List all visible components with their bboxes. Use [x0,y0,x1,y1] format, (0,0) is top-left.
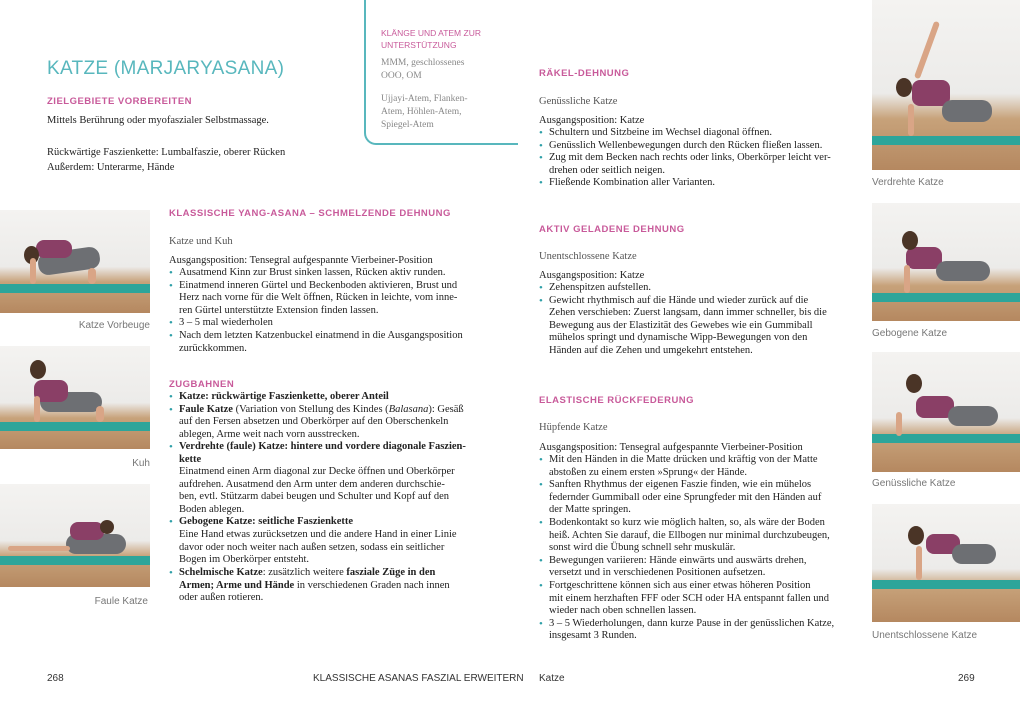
zug-b3-bold: Verdrehte (faule) Katze: hintere und vordere diagonale Faszien- kette [179,441,466,465]
photo-unentschlossene-katze [872,504,1020,622]
list-item: • Gewicht rhythmisch auf die Hände und wieder zurück auf die Zehen verschieben: Zuerst langsam, dann immer schneller, bis die Bewegung aus der Elastizität des Gewebes wie ein Gummiball mühelos springt und dynamische Wipp-Bewegungen von den Händen auf die Zehen und umgekehrt entstehen. [539,295,859,358]
list-item [169,567,499,605]
box-text-2b: Atem, Höhlen-Atem, [381,107,462,117]
list-item: • Mit den Händen in die Matte drücken und kräftig von der Matte abstoßen zu einem ersten »Sprung« der Hände. [539,454,859,479]
running-head-left: KLASSISCHE ASANAS FASZIAL ERWEITERN [313,673,524,684]
aktiv-list [539,282,859,358]
list-item: • Nach dem letzten Katzenbuckel einatmend in die Ausgangsposition zurückkommen. [169,330,499,355]
zugbahnen-heading: ZUGBAHNEN [169,379,235,390]
zug-b2-italic: Balasana [388,403,429,415]
list-item: • Bodenkontakt so kurz wie möglich halten, so, als wäre der Boden heiß. Achten Sie darauf, die Ellbogen nur minimal durchzubeugen, sonst wird die Übung schnell sehr muskulär. [539,517,859,555]
caption-genuessliche-katze: Genüssliche Katze [872,478,956,489]
list-item: • Zehenspitzen aufstellen. [539,282,859,295]
elast-start: Ausgangsposition: Tensegral aufgespannte Vierbeiner-Position [539,442,803,453]
rakel-sub: Genüssliche Katze [539,96,618,107]
list-item: • Einatmend inneren Gürtel und Beckenboden aktivieren, Brust und Herz nach vorne für die Welt öffnen, Rücken in leichte, vom inne- ren Gürtel unterstützte Extension finden lassen. [169,280,499,318]
page-number-left: 268 [47,673,64,684]
box-text-2a: Ujjayi-Atem, Flanken- [381,94,468,104]
list-item: • Bewegungen variieren: Hände einwärts und auswärts drehen, versetzt und in verschiedenen Positionen aufsetzen. [539,555,859,580]
caption-kuh: Kuh [132,458,150,469]
running-head-right: Katze [539,673,565,684]
yang-list [169,267,499,355]
rakel-heading: RÄKEL-DEHNUNG [539,68,630,79]
rakel-list [539,127,859,190]
zug-b4-bold: Gebogene Katze: seitliche Faszienkette [179,516,354,527]
yang-sub: Katze und Kuh [169,236,233,247]
list-item [169,516,499,529]
zug-b2-b: ): Gesäß auf den Fersen absetzen und Oberkörper auf den Oberschenkeln ablegen, Arme weit nach vorn ausstrecken. [179,403,464,440]
zug-b4-text: Eine Hand etwas zurücksetzen und die andere Hand in einer Linie davor oder noch weiter nach außen setzen, sodass ein seitlicher Bogen im Oberkörper entsteht. [179,529,457,566]
photo-gebogene-katze [872,203,1020,321]
list-item: • Zug mit dem Becken nach rechts oder links, Oberkörper leicht ver- drehen oder seitlich neigen. [539,152,859,177]
photo-verdrehte-katze [872,0,1020,170]
photo-kuh [0,346,150,449]
zug-b5-b: in verschiedenen Graden nach innen oder außen rotieren. [179,579,450,604]
aktiv-heading: AKTIV GELADENE DEHNUNG [539,224,685,235]
list-item: • 3 – 5 Wiederholungen, dann kurze Pause in der genüsslichen Katze, insgesamt 3 Runden. [539,618,859,643]
page-number-right: 269 [958,673,975,684]
list-item: • Sanften Rhythmus der eigenen Faszie finden, wie ein mühelos federnder Gummiball oder eine Sprungfeder mit den Händen auf der Matte springen. [539,479,859,517]
list-item: • Genüsslich Wellenbewegungen durch den Rücken fließen lassen. [539,140,859,153]
caption-katze-vorbeuge: Katze Vorbeuge [78,320,150,331]
faszien-line-2: Außerdem: Unterarme, Hände [47,162,175,173]
zugbahnen-list-2 [169,516,499,529]
zug-b1: Katze: rückwärtige Faszienkette, oberer Anteil [179,391,389,402]
list-item: • Fortgeschrittene können sich aus einer etwas höheren Position mit einem herzhaften FFF oder SCH oder HA entspannt fallen und wieder nach oben schnellen lassen. [539,580,859,618]
zugbahnen-list-3 [169,567,499,605]
list-item [169,391,499,404]
list-item: • Fließende Kombination aller Varianten. [539,177,859,190]
box-text-1a: MMM, geschlossenes [381,58,465,68]
faszien-line-1: Rückwärtige Faszienkette: Lumbalfaszie, oberer Rücken [47,147,286,158]
list-item: • 3 – 5 mal wiederholen [169,317,499,330]
box-text-2c: Spiegel-Atem [381,120,434,130]
list-item [169,404,499,442]
caption-verdrehte-katze: Verdrehte Katze [872,177,944,188]
list-item: • Ausatmend Kinn zur Brust sinken lassen, Rücken aktiv runden. [169,267,499,280]
box-heading-line-2: UNTERSTÜTZUNG [381,40,457,50]
sound-breath-box [364,0,518,145]
zug-b5-bold-1: Schelmische Katze [179,567,263,578]
list-item [169,441,499,466]
caption-gebogene-katze: Gebogene Katze [872,328,948,339]
box-heading-line-1: KLÄNGE UND ATEM ZUR [381,28,481,38]
page-title: KATZE (MARJARYASANA) [47,58,285,79]
aktiv-sub: Unentschlossene Katze [539,251,637,262]
caption-unentschlossene-katze: Unentschlossene Katze [872,630,978,641]
list-item: • Schultern und Sitzbeine im Wechsel diagonal öffnen. [539,127,859,140]
zug-b2-a: (Variation von Stellung des Kindes ( [232,403,389,415]
caption-faule-katze: Faule Katze [94,596,148,607]
rakel-start: Ausgangsposition: Katze [539,115,645,126]
zielgebiete-heading: ZIELGEBIETE VORBEREITEN [47,96,193,107]
zug-b2-bold: Faule Katze [179,403,233,415]
photo-faule-katze [0,484,150,587]
elast-list [539,454,859,643]
photo-genuessliche-katze [872,352,1020,472]
zug-b5-bold-2: fasziale Züge in den Armen; Arme und Hände [179,567,436,591]
aktiv-start: Ausgangsposition: Katze [539,270,645,281]
zielgebiete-text: Mittels Berührung oder myofaszialer Selbstmassage. [47,115,269,126]
zug-b5-a: : zusätzlich weitere [262,567,347,578]
zug-b3-text: Einatmend einen Arm diagonal zur Decke öffnen und Oberkörper aufdrehen. Ausatmend den Arm unter dem anderen durchschie- ben, evtl. Stützarm dabei beugen und Schulter und Kopf auf den Boden ablegen. [179,466,455,515]
zugbahnen-list [169,391,499,467]
elast-sub: Hüpfende Katze [539,422,608,433]
yang-heading: KLASSISCHE YANG-ASANA – SCHMELZENDE DEHNUNG [169,208,451,219]
photo-katze-vorbeuge [0,210,150,313]
yang-start: Ausgangsposition: Tensegral aufgespannte Vierbeiner-Position [169,255,433,266]
elast-heading: ELASTISCHE RÜCKFEDERUNG [539,395,695,406]
box-text-1b: OOO, OM [381,71,422,81]
